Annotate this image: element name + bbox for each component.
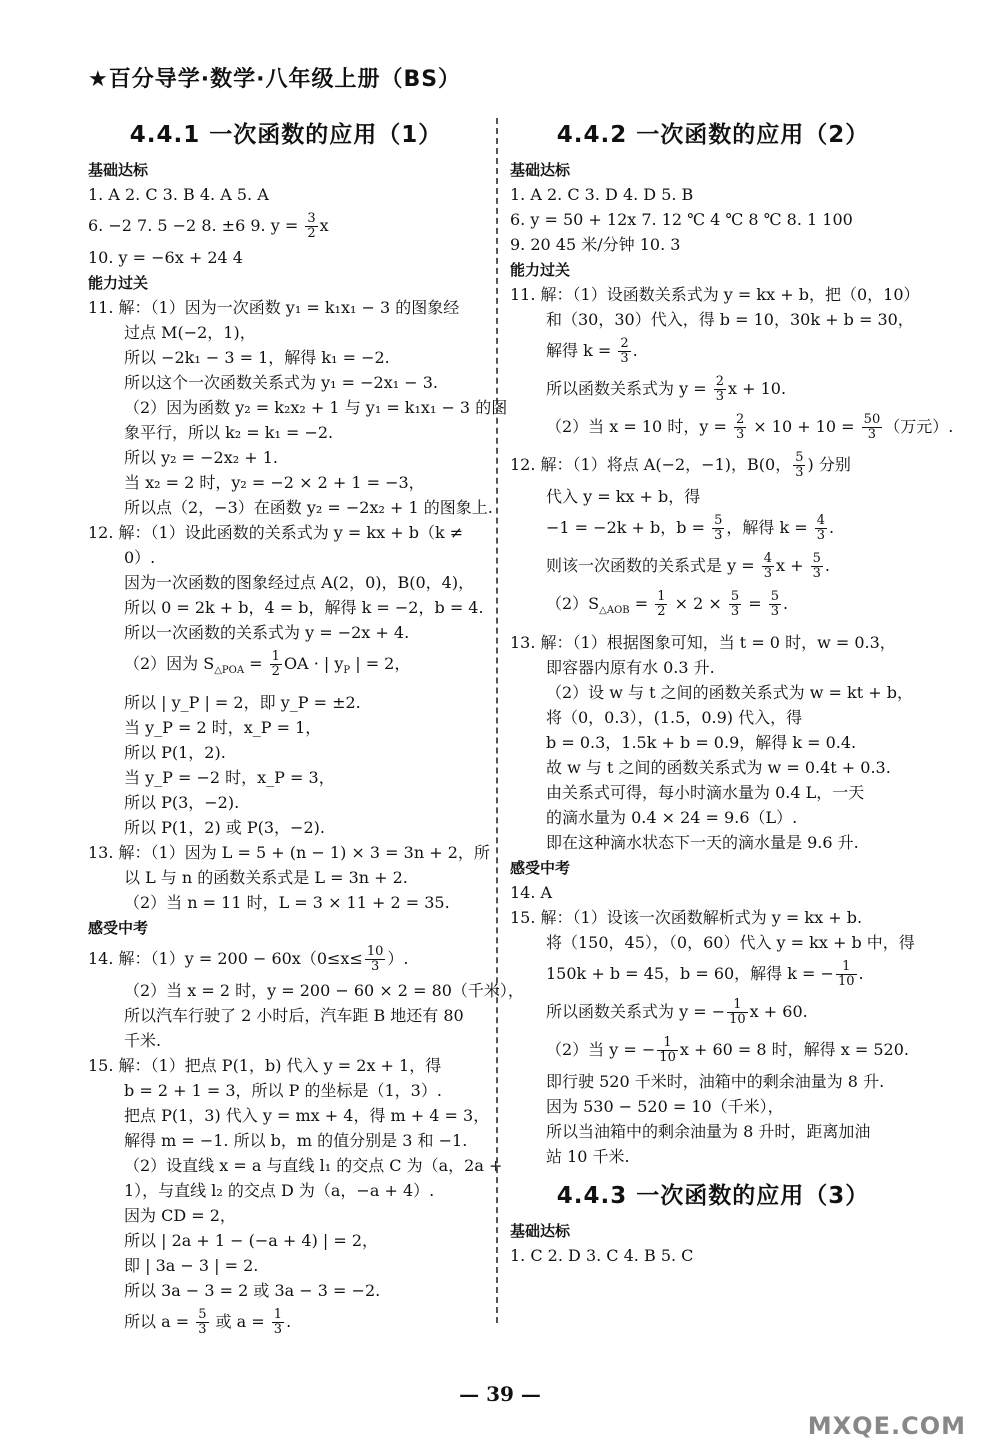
- solution-line: 所以函数关系式为 y = $\frac{2}{3}$ x + 10.: [546, 374, 787, 404]
- solution-line: 解得 k = $\frac{2}{3}$ .: [546, 336, 638, 366]
- solution-line: 象平行，所以 k₂ = k₁ = −2.: [124, 423, 334, 442]
- solution-line: （2）因为 $S_{\triangle POA}$ = $\frac{1}{2}$ OA · | $y_P$ | = 2，: [124, 649, 411, 679]
- solution-line: 13. 解：（1）根据图象可知，当 t = 0 时，w = 0.3，: [510, 633, 896, 653]
- solution-line: 15. 解：（1）把点 P(1，b) 代入 y = 2x + 1，得: [88, 1056, 442, 1076]
- solution-line: 即容器内原有水 0.3 升.: [546, 658, 715, 678]
- solution-line: 因为 530 − 520 = 10（千米），: [546, 1097, 784, 1117]
- subheading-basic: 基础达标: [88, 161, 149, 179]
- solution-line: 所以 y₂ = −2x₂ + 1.: [124, 448, 278, 467]
- solution-line: 所以 −2k₁ − 3 = 1，解得 k₁ = −2.: [124, 348, 390, 367]
- solution-line: 站 10 千米.: [546, 1147, 630, 1167]
- subheading-ability: 能力过关: [510, 261, 571, 279]
- solution-line: 所以 0 = 2k + b，4 = b，解得 k = −2，b = 4.: [124, 598, 484, 617]
- solution-line: 代入 y = kx + b，得: [546, 487, 701, 506]
- solution-line: 以 L 与 n 的函数关系式是 L = 3n + 2.: [124, 868, 408, 888]
- solution-line: 和（30，30）代入，得 b = 10，30k + b = 30，: [546, 310, 914, 329]
- section-title-4-4-3: 4.4.3 一次函数的应用（3）: [556, 1183, 870, 1210]
- solution-line: 所以 3a − 3 = 2 或 3a − 3 = −2.: [124, 1281, 381, 1301]
- solution-line: 所以 a = $\frac{5}{3}$ 或 a = $\frac{1}{3}$ .: [124, 1307, 292, 1338]
- solution-line: 所以 P(3，−2).: [124, 793, 240, 813]
- solution-line: 所以 P(1，2) 或 P(3，−2).: [124, 818, 325, 838]
- solution-line: 过点 M(−2，1)，: [124, 323, 256, 342]
- answer-line: 9. 20 45 米/分钟 10. 3: [510, 235, 681, 254]
- solution-line: （2）因为函数 y₂ = k₂x₂ + 1 与 y₁ = k₁x₁ − 3 的图: [124, 398, 508, 417]
- solution-line: 将（0，0.3），(1.5，0.9) 代入，得: [546, 708, 803, 728]
- solution-line: 所以 | y_P | = 2，即 y_P = ±2.: [124, 693, 361, 713]
- answer-line: 1. A 2. C 3. D 4. D 5. B: [510, 185, 694, 204]
- solution-line: 当 y_P = 2 时，x_P = 1，: [124, 718, 322, 738]
- solution-line: 0）.: [124, 548, 156, 567]
- solution-line: −1 = −2k + b，b = $\frac{5}{3}$ ，解得 k = $\frac{4}{3}$ .: [546, 513, 835, 543]
- solution-line: 故 w 与 t 之间的函数关系式为 w = 0.4t + 0.3.: [546, 758, 891, 778]
- solution-line: （2）当 x = 2 时，y = 200 − 60 × 2 = 80（千米），: [124, 981, 524, 1001]
- solution-line: 即 | 3a − 3 | = 2.: [124, 1256, 259, 1276]
- section-title-4-4-2: 4.4.2 一次函数的应用（2）: [556, 122, 870, 148]
- solution-line: 所以函数关系式为 y = − $\frac{1}{10}$ x + 60.: [546, 997, 808, 1028]
- answer-line: 6. y = 50 + 12x 7. 12 ℃ 4 ℃ 8 ℃ 8. 1 100: [510, 210, 853, 229]
- solution-line: 千米.: [124, 1031, 162, 1051]
- subheading-exam: 感受中考: [88, 919, 149, 938]
- page-header: ★百分导学·数学·八年级上册（BS）: [88, 67, 462, 92]
- solution-line: 所以当油箱中的剩余油量为 8 升时，距离加油: [546, 1122, 871, 1142]
- solution-line: （2）当 y = − $\frac{1}{10}$ x + 60 = 8 时，解得 x = 520.: [546, 1035, 909, 1066]
- answer-line: 14. A: [510, 883, 553, 903]
- solution-line: 把点 P(1，3) 代入 y = mx + 4，得 m + 4 = 3，: [124, 1106, 490, 1126]
- solution-line: 所以点（2，−3）在函数 y₂ = −2x₂ + 1 的图象上.: [124, 498, 493, 517]
- solution-line: 解得 m = −1. 所以 b，m 的值分别是 3 和 −1.: [124, 1131, 468, 1151]
- solution-line: （2）设 w 与 t 之间的函数关系式为 w = kt + b，: [546, 683, 913, 703]
- subheading-basic: 基础达标: [510, 1222, 571, 1241]
- fraction: $\frac{3}{2}$: [307, 211, 316, 241]
- solution-line: $(2)S_{\triangle AOB}$ = $\frac{1}{2}$ × 2 × $\frac{5}{3}$ = $\frac{5}{3}$ .: [546, 589, 789, 619]
- solution-line: 所以 P(1，2).: [124, 743, 226, 763]
- solution-line: 1），与直线 l₂ 的交点 D 为（a，−a + 4）.: [124, 1181, 435, 1201]
- answer-line: 6. −2 7. 5 −2 8. ±6 9. y = $\frac{3}{2}$ x: [88, 211, 329, 241]
- solution-line: 当 x₂ = 2 时，y₂ = −2 × 2 + 1 = −3，: [124, 473, 425, 492]
- solution-line: 13. 解：（1）因为 L = 5 + (n − 1) × 3 = 3n + 2，所: [88, 843, 490, 863]
- solution-line: （2）当 n = 11 时，L = 3 × 11 + 2 = 35.: [124, 893, 450, 913]
- section-title-4-4-1: 4.4.1 一次函数的应用（1）: [129, 122, 443, 148]
- solution-line: 11. 解：（1）设函数关系式为 y = kx + b，把（0，10）: [510, 285, 920, 304]
- solution-line: 12. 解：（1）设此函数的关系式为 y = kx + b（k ≠: [88, 523, 464, 542]
- solution-line: 15. 解：（1）设该一次函数解析式为 y = kx + b.: [510, 908, 863, 928]
- solution-line: 因为一次函数的图象经过点 A(2，0)，B(0，4)，: [124, 573, 475, 592]
- solution-line: 所以这个一次函数关系式为 y₁ = −2x₁ − 3.: [124, 373, 438, 392]
- answer-line: 1. A 2. C 3. B 4. A 5. A: [88, 185, 269, 204]
- solution-line: 12. 解：（1）将点 A(−2，−1)，B(0， $\frac{5}{3}$ ) 分别: [510, 450, 851, 480]
- left-column: [88, 112, 524, 1341]
- solution-line: 150k + b = 45，b = 60，解得 k = − $\frac{1}{10}$ .: [546, 959, 864, 990]
- solution-line: （2）设直线 x = a 与直线 l₁ 的交点 C 为（a，2a +: [124, 1156, 503, 1176]
- solution-line: 所以 | 2a + 1 − (−a + 4) | = 2，: [124, 1231, 379, 1251]
- page-number: — 39 —: [459, 1382, 541, 1406]
- solution-line: 即在这种滴水状态下一天的滴水量是 9.6 升.: [546, 833, 859, 853]
- subheading-basic: 基础达标: [510, 161, 571, 179]
- solution-line: 即行驶 520 千米时，油箱中的剩余油量为 8 升.: [546, 1072, 885, 1092]
- solution-line: 则该一次函数的关系式是 y = $\frac{4}{3}$ x + $\frac{5}{3}$ .: [546, 551, 830, 581]
- solution-line: b = 0.3，1.5k + b = 0.9，解得 k = 0.4.: [546, 733, 857, 753]
- answer-line: 10. y = −6x + 24 4: [88, 248, 243, 267]
- solution-line: 所以一次函数的关系式为 y = −2x + 4.: [124, 623, 410, 642]
- solution-line: （2）当 x = 10 时，y = $\frac{2}{3}$ × 10 + 10 = $\frac{50}{3}$ （万元）.: [546, 412, 954, 442]
- solution-line: 由关系式可得，每小时滴水量为 0.4 L，一天: [546, 783, 865, 803]
- watermark-text: MXQE.COM: [807, 1412, 966, 1440]
- right-column: [510, 112, 954, 1268]
- solution-line: b = 2 + 1 = 3，所以 P 的坐标是（1，3）.: [124, 1081, 442, 1101]
- solution-line: 14. 解：（1）y = 200 − 60x（0≤x≤ $\frac{10}{3}$ ）.: [88, 944, 409, 975]
- solution-line: 11. 解：（1）因为一次函数 y₁ = k₁x₁ − 3 的图象经: [88, 298, 460, 317]
- solution-line: 因为 CD = 2，: [124, 1206, 236, 1226]
- solution-line: 当 y_P = −2 时，x_P = 3，: [124, 768, 335, 788]
- subheading-exam: 感受中考: [510, 859, 571, 878]
- answer-line: 1. C 2. D 3. C 4. B 5. C: [510, 1246, 694, 1266]
- solution-line: 将（150，45），（0，60）代入 y = kx + b 中，得: [546, 933, 915, 953]
- column-divider: [496, 118, 498, 1323]
- solution-line: 的滴水量为 0.4 × 24 = 9.6（L）.: [546, 808, 798, 828]
- subheading-ability: 能力过关: [88, 274, 149, 292]
- solution-line: 所以汽车行驶了 2 小时后，汽车距 B 地还有 80: [124, 1006, 464, 1026]
